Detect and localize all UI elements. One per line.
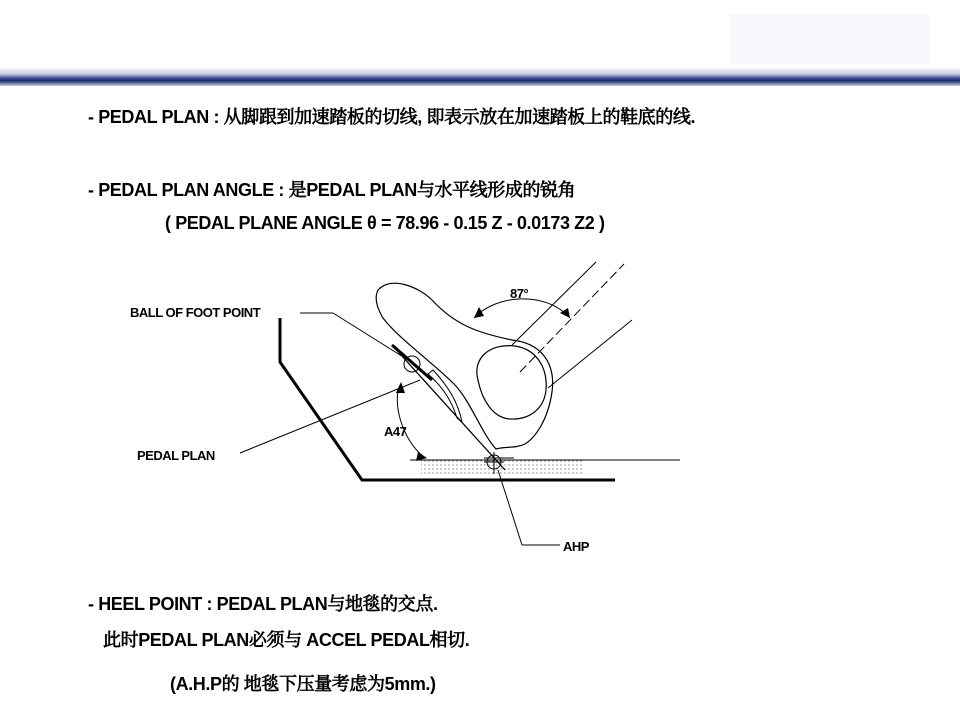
floor-pan-outline <box>280 318 615 480</box>
pedal-plan-line <box>392 345 505 470</box>
ball-of-foot-leader-diagonal <box>333 313 408 360</box>
pedal-plan-leader <box>240 380 420 453</box>
heel-outline <box>477 346 546 419</box>
pedal-plan-angle-definition: - PEDAL PLAN ANGLE : 是PEDAL PLAN与水平线形成的锐角 <box>88 180 576 200</box>
ball-of-foot-point-label: BALL OF FOOT POINT <box>130 305 261 320</box>
pedal-plan-definition: - PEDAL PLAN : 从脚跟到加速踏板的切线, 即表示放在加速踏板上的鞋底的线. <box>88 107 696 127</box>
pedal-plan-thick-segment <box>392 345 432 380</box>
heel-point-definition: - HEEL POINT : PEDAL PLAN与地毯的交点. <box>88 594 438 614</box>
pedal-plan-label: PEDAL PLAN <box>137 448 215 463</box>
ahp-label: AHP <box>563 539 589 554</box>
arrow-87-right <box>560 308 570 318</box>
ahp-compression-note: (A.H.P的 地毯下压量考虑为5mm.) <box>170 674 436 694</box>
angle-87-label: 87° <box>510 286 529 301</box>
pedal-plan-angle-formula: ( PEDAL PLANE ANGLE θ = 78.96 - 0.15 Z - 0.0173 Z2 ) <box>165 213 605 233</box>
arrow-87-left <box>474 307 484 318</box>
shin-outline-back <box>512 262 596 345</box>
angle-a47-arc <box>397 385 424 457</box>
accel-pedal <box>428 370 462 422</box>
heel-point-note: 此时PEDAL PLAN必须与 ACCEL PEDAL相切. <box>103 630 470 650</box>
a47-label: A47 <box>384 424 407 439</box>
